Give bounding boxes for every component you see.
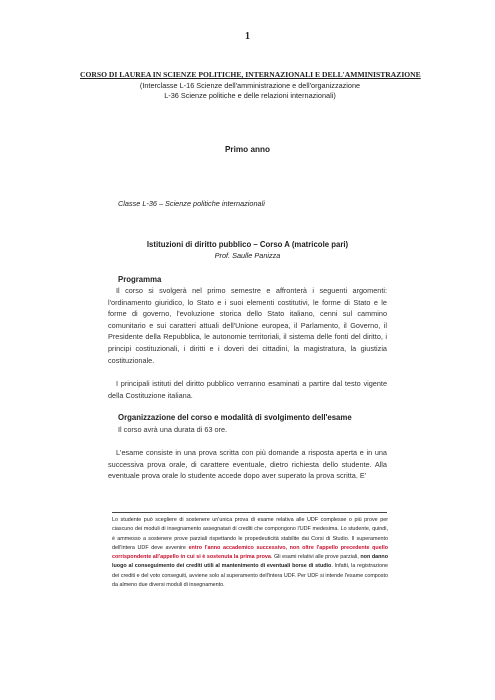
course-header bbox=[80, 70, 420, 102]
course-duration: Il corso avrà una durata di 63 ore. bbox=[118, 425, 228, 434]
programma-paragraph-1: Il corso si svolgerà nel primo semestre e affronterà i seguenti argomenti: l'ordinamento giuridico, lo Stato e i suoi elementi costitutivi, le forme di Stato e le forme di governo, l'evoluzione storica dello Stato italiano, cenni sul cammino comunitario e sui caratteri attuali dell'Unione europea, il Parlamento, il Governo, il Presidente della Repubblica, le autonomie territoriali, il sistema delle fonti del diritto, i principi costituzionali, i diritti e i doveri dei cittadini, la magistratura, la giustizia costituzionale. bbox=[108, 286, 387, 365]
footnote-highlight-deadline: entro l'anno accademico successivo, non oltre l'appello precedente quello corrispondente all'appello in cui si è sostenuta la prima prova bbox=[112, 544, 388, 561]
course-title: CORSO DI LAUREA IN SCIENZE POLITICHE, INTERNAZIONALI E DELL'AMMINISTRAZIONE bbox=[80, 70, 421, 79]
page-number: 1 bbox=[245, 31, 250, 42]
class-label: Classe L-36 – Scienze politiche internazionali bbox=[118, 199, 265, 208]
footnote-text-2: . Gli esami relativi alle prove parziali, bbox=[270, 554, 361, 561]
subject-title: Istituzioni di diritto pubblico – Corso A (matricole pari) bbox=[146, 240, 349, 249]
footnote-highlight-credits: non danno luogo al conseguimento dei crediti utili al mantenimento di eventuali borse di studio bbox=[112, 554, 388, 570]
programma-heading: Programma bbox=[118, 275, 162, 284]
interclass-line-1: (Interclasse L-16 Scienze dell'amministrazione e dell'organizzazione bbox=[139, 80, 361, 90]
organizzazione-heading: Organizzazione del corso e modalità di svolgimento dell'esame bbox=[118, 413, 352, 422]
professor-name: Prof. Saulle Panizza bbox=[214, 251, 281, 260]
footnote-text-1: Lo studente può scegliere di sostenere un'unica prova di esame relativa alle UDF complesse o più prove per ciascuno dei moduli di insegnamento assegnatari di crediti che compongono l'UDF medesima. Lo studente, quindi, è ammesso a sostenere prove parziali rispettando le propedeuticità stabilite dai Corsi di Studio. Il superamento dell'intera UDF deve avvenire bbox=[112, 517, 388, 551]
programma-paragraph-2: I principali istituti del diritto pubblico verranno esaminati a partire dal testo vigente della Costituzione italiana. bbox=[108, 379, 387, 400]
footnote-divider bbox=[112, 512, 387, 513]
exam-description: L'esame consiste in una prova scritta con più domande a risposta aperta e in una successiva prova orale, di carattere eventuale, dietro richiesta dello studente. Alla eventuale prova orale lo studente accede dopo aver superato la prova scritta. E' bbox=[108, 448, 387, 481]
footnote bbox=[112, 516, 388, 590]
interclass-line-2: L-36 Scienze politiche e delle relazioni internazionali) bbox=[164, 91, 336, 100]
year-heading: Primo anno bbox=[224, 145, 271, 154]
footnote-text-3: . Infatti, la registrazione dei crediti e del voto conseguiti, avviene solo al superamento dell'intera UDF. Per UDF si intende l'esame composto da almeno due diversi moduli di insegnamento. bbox=[112, 563, 388, 589]
